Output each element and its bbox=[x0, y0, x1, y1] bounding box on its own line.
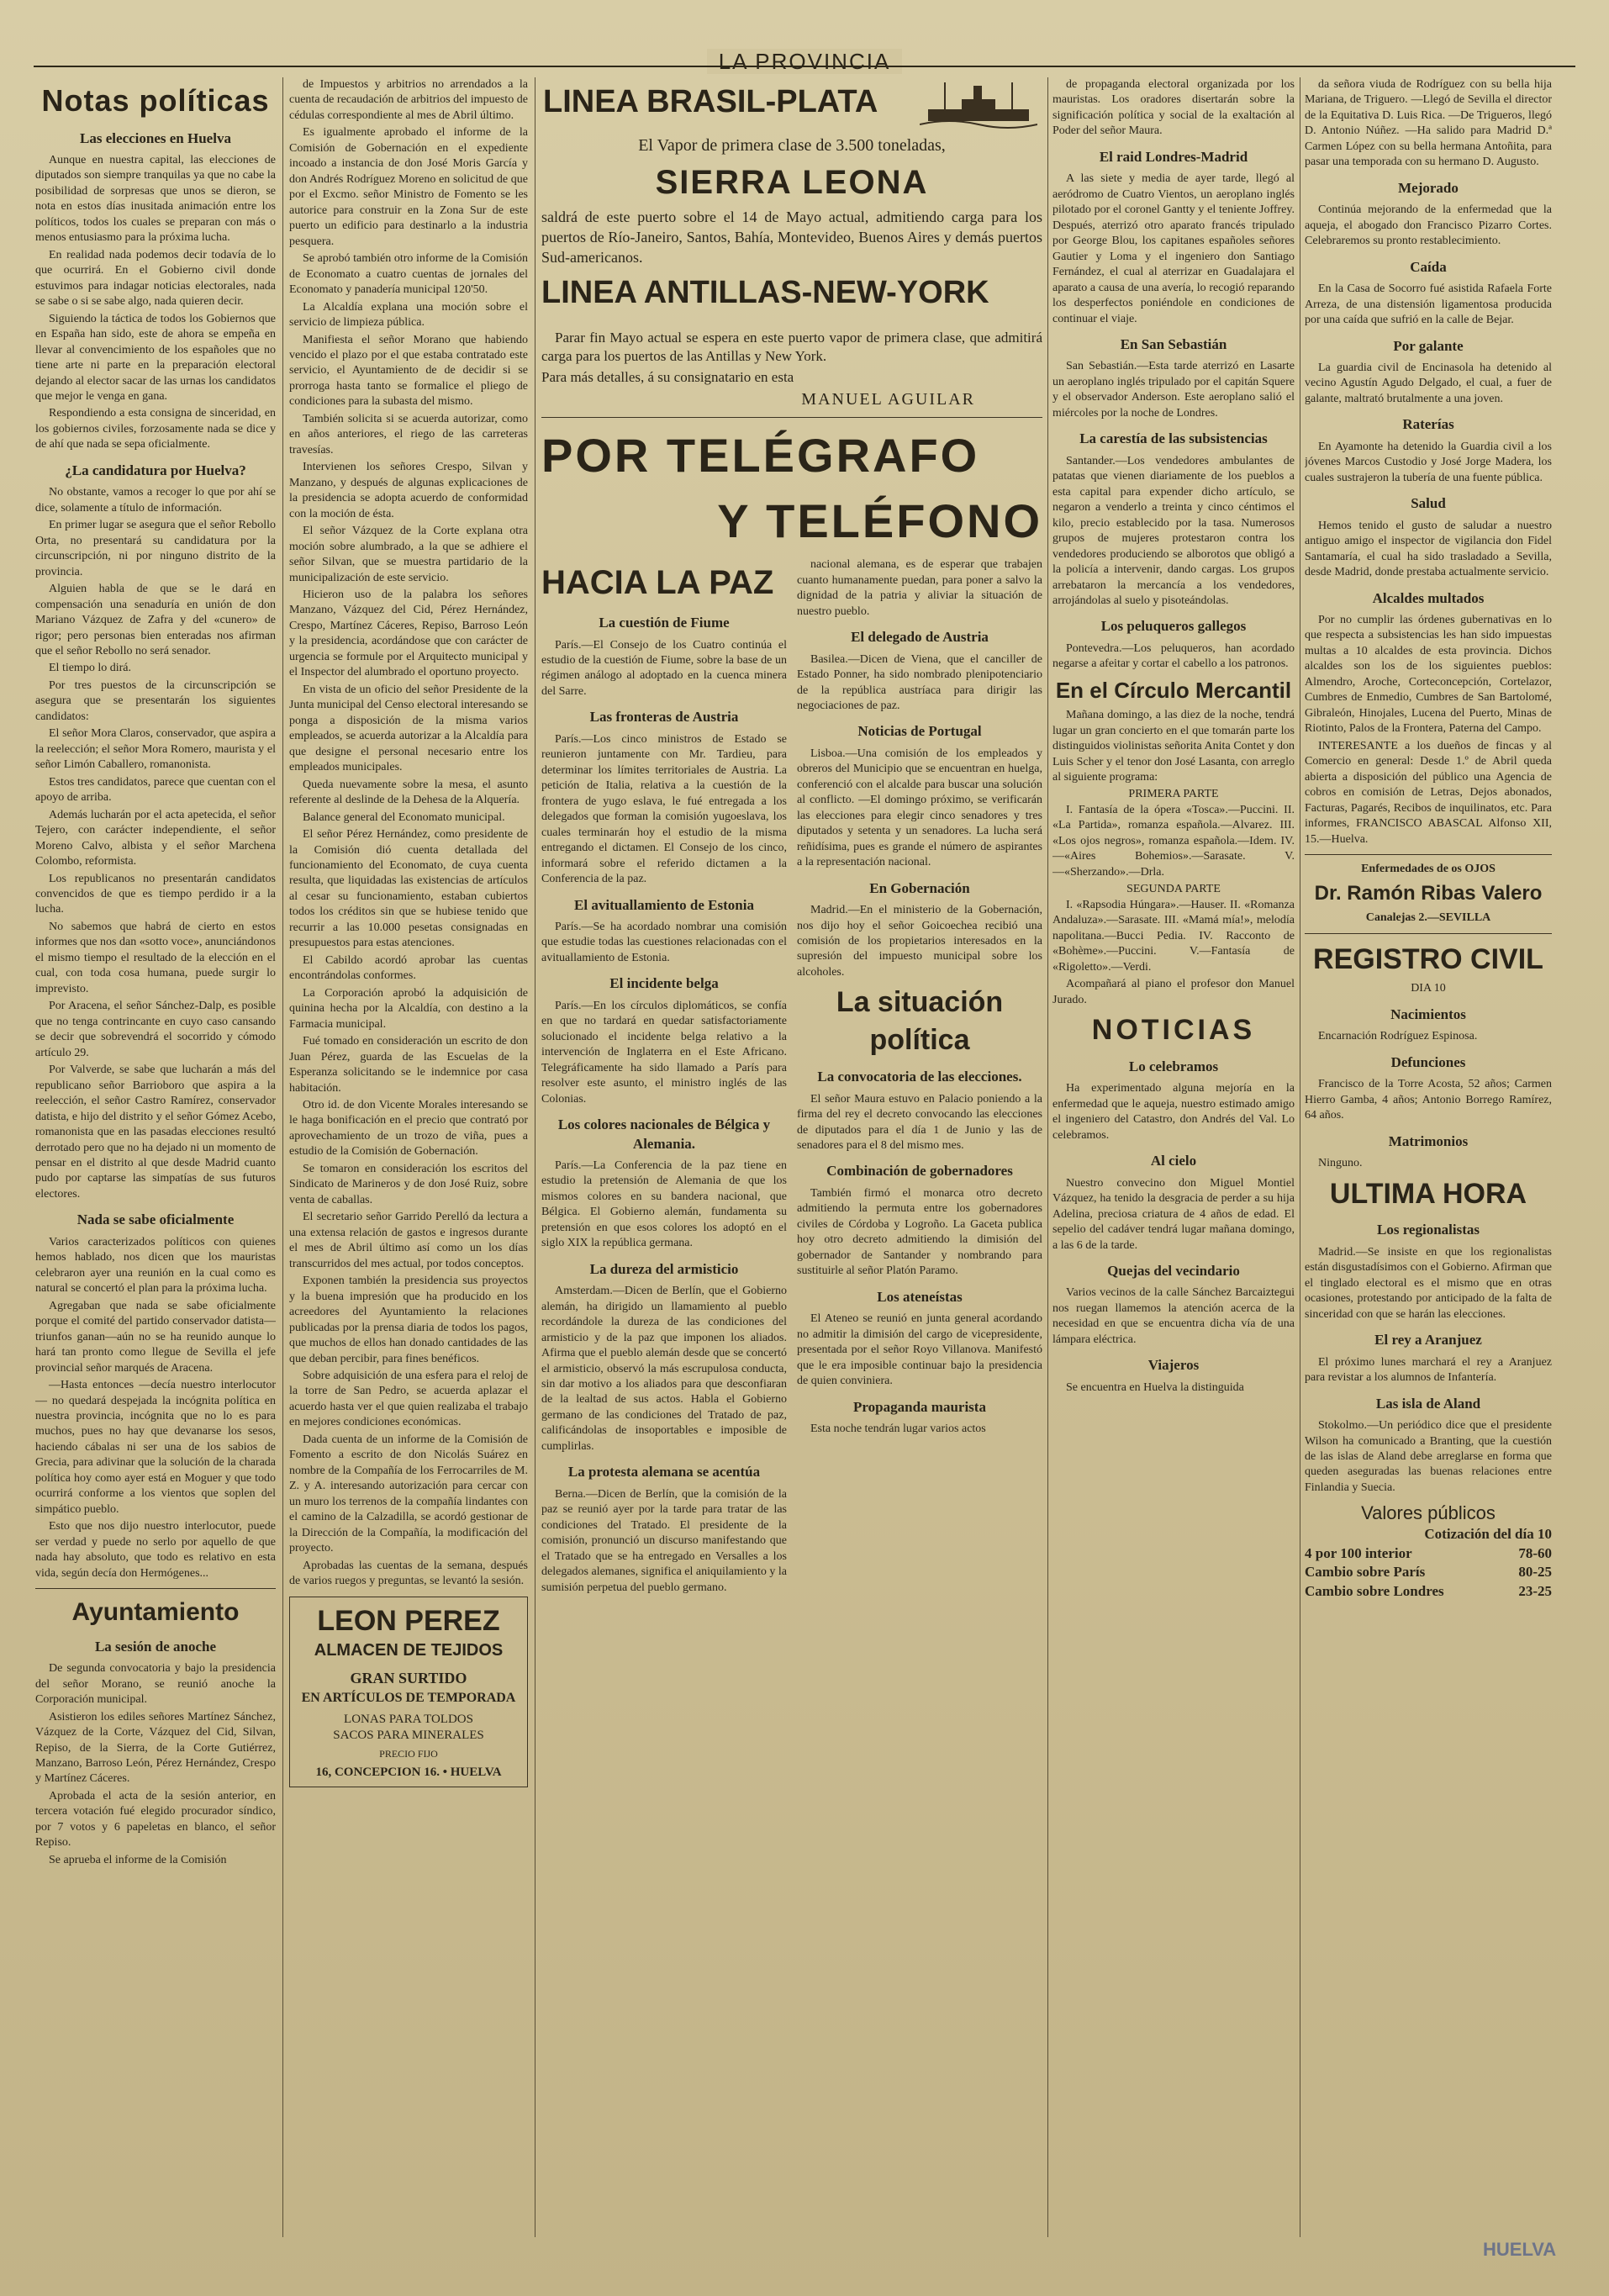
paragraph: En la Casa de Socorro fué asistida Rafaela Forte Arreza, de una distensión ligamentosa producida por una caída que sufrió en la calle de Bejar. bbox=[1305, 282, 1552, 327]
doctor-address: Canalejas 2.—SEVILLA bbox=[1365, 911, 1491, 925]
divider bbox=[1305, 933, 1552, 934]
ad-text: Parar fin Mayo actual se espera en este puerto vapor de primera clase, que admitirá carga para los puertos de las Antillas y New York. bbox=[541, 329, 1042, 365]
section-heading: Alcaldes multados bbox=[1372, 589, 1485, 606]
section-heading: Los regionalistas bbox=[1376, 1222, 1480, 1238]
paragraph: Esto que nos dijo nuestro interlocutor, puede ser verdad y puede no serlo por aquello de que nada hay absoluto, que todo es relativo en esta vida, según decía don Hermógenes... bbox=[35, 1520, 276, 1580]
divider bbox=[541, 417, 1042, 418]
paragraph: El Cabildo acordó aprobar las cuentas encontrándolas conformes. bbox=[289, 953, 528, 983]
paragraph: Aprobadas las cuentas de la semana, después de varios ruegos y preguntas, se levantó la sesión. bbox=[289, 1559, 528, 1588]
paragraph: El señor Maura estuvo en Palacio poniendo a la firma del rey el decreto convocando las elecciones de diputados para el día 1 de Junio y las de senadores para el 8 del mismo mes. bbox=[797, 1092, 1042, 1153]
section-heading: ¿La candidatura por Huelva? bbox=[65, 462, 246, 478]
quote-row bbox=[1305, 1563, 1552, 1581]
paragraph: I. Fantasía de la ópera «Tosca».—Puccini. II. «La Partida», romanza española.—Alvarez. III. «Los ojos negros», romanza española.—Idem. IV.—«Aires Bohemios».—Sarasate. V.—«Sherzando».—Drla. bbox=[1052, 803, 1295, 879]
news-column-left bbox=[541, 557, 787, 1597]
paragraph: Francisco de la Torre Acosta, 52 años; Carmen Hierro Gamba, 4 años; Antonio Borrego Ramírez, 64 años. bbox=[1305, 1078, 1552, 1122]
paragraph: Además lucharán por el acta apetecida, el señor Tejero, con carácter independiente, el señor Moreno Calvo, albista y el señor Marchena Colombo, reformista. bbox=[35, 808, 276, 868]
section-heading: El delegado de Austria bbox=[851, 629, 989, 646]
quote-value: 23-25 bbox=[1518, 1582, 1552, 1599]
cotizacion-label: Cotización del día 10 bbox=[1424, 1526, 1552, 1543]
paragraph: La guardia civil de Encinasola ha detenido al vecino Agustín Agudo Delgado, el cual, a fuer de galante, maltrató brutalmente a una joven. bbox=[1305, 361, 1552, 405]
quote-row bbox=[1305, 1544, 1552, 1563]
paragraph: Queda nuevamente sobre la mesa, el asunto referente al deslinde de la Dehesa de la Alquería. bbox=[289, 778, 528, 807]
paragraph: Madrid.—En el ministerio de la Gobernación, nos dijo hoy el señor Goicoechea recibió una comisión de los propietarios interesados en la supresión del impuesto municipal sobre los alcoholes. bbox=[797, 904, 1042, 979]
news-column-right bbox=[797, 557, 1042, 1597]
paragraph: Hemos tenido el gusto de saludar a nuestro antiguo amigo el inspector de vigilancia don Fidel Santamaría, el cual ha sido trasladado a Sevilla, desde Madrid, donde prestaba actualmente servicio. bbox=[1305, 519, 1552, 579]
paragraph: En primer lugar se asegura que el señor Rebollo Orta, no presentará su candidatura por la circunscripción, ni por ninguno distrito de la provincia. bbox=[35, 519, 276, 578]
column-5 bbox=[1052, 77, 1295, 2237]
quote-label: Cambio sobre Londres bbox=[1305, 1582, 1444, 1599]
paragraph: Esta noche tendrán lugar varios actos bbox=[810, 1422, 986, 1435]
section-heading: Salud bbox=[1411, 495, 1446, 512]
notas-politicas-title: Notas políticas bbox=[41, 83, 270, 118]
paragraph: Se tomaron en consideración los escritos del Sindicato de Marineros y de don José Ruiz, sobre venta de caballas. bbox=[289, 1162, 528, 1206]
paragraph: Se aprobó también otro informe de la Comisión de Economato a cuatro cuentas de jornales del Economato y panadería municipal 120'50. bbox=[289, 252, 528, 297]
paragraph: Aunque en nuestra capital, las elecciones de diputados son siempre tranquilas ya que no cabe la posibilidad de sorpresas que unos se dieron, se nota en estos días inusitada animación entre los políticos, todos los cuales se preparan con más o menos entusiasmo para la próxima lucha. bbox=[35, 153, 276, 245]
paragraph: También firmó el monarca otro decreto admitiendo la permuta entre los gobernadores civiles de Córdoba y Logroño. La Gaceta publica hoy otro decreto admitiendo la dimisión del gobernador de Santander y nombrando para sustituirle al señor Platón Paramo. bbox=[797, 1186, 1042, 1278]
section-heading: Mejorado bbox=[1398, 179, 1459, 196]
quote-row bbox=[1305, 1582, 1552, 1601]
ad-line: GRAN SURTIDO bbox=[350, 1669, 467, 1686]
section-heading: En Gobernación bbox=[869, 879, 970, 896]
steamship-icon bbox=[920, 77, 1037, 135]
section-heading: Los colores nacionales de Bélgica y Alemania. bbox=[557, 1116, 771, 1152]
paragraph: INTERESANTE a los dueños de fincas y al Comercio en general: Desde 1.º de Abril queda abierta a disposición del público una Agencia de cobros en comisión de Letras, Dejos abonados, Facturas, Pagarés, Recibos de inquilinatos, etc. Para informes, FRANCISCO ABASCAL Alfonso XII, 15.—Huelva. bbox=[1305, 739, 1552, 846]
valores-heading: Valores públicos bbox=[1361, 1502, 1496, 1524]
paragraph: No obstante, vamos a recoger lo que por ahí se dice, solamente a título de información. bbox=[35, 486, 276, 515]
paragraph: Alguien habla de que se le dará en compensación una senaduría en unión de don Mariano Vázquez de Zafra y del «cunero» de rigor; pero personas bien enteradas nos afirman que el señor Rebollo no será senador. bbox=[35, 583, 276, 657]
doctor-name: Dr. Ramón Ribas Valero bbox=[1314, 882, 1543, 905]
ship-name: SIERRA LEONA bbox=[655, 163, 929, 201]
program-part: PRIMERA PARTE bbox=[1128, 788, 1219, 801]
paragraph: Sobre adquisición de una esfera para el reloj de la torre de San Pedro, se acuerda aplazar el acuerdo hasta ver el que quien realizaba el trabajo en mejores condiciones económicas. bbox=[289, 1369, 528, 1429]
linea-antillas-title: LINEA ANTILLAS-NEW-YORK bbox=[541, 274, 989, 310]
column-1 bbox=[35, 77, 276, 2237]
section-heading: Defunciones bbox=[1390, 1053, 1466, 1070]
paragraph: de Impuestos y arbitrios no arrendados a la cuenta de recaudación de arbitrios del impuesto de cédulas correspondiente al mes de Abril último. bbox=[289, 78, 528, 122]
paragraph: Por Valverde, se sabe que lucharán a más del republicano señor Barrioboro que aspira a la reelección, el señor Castro Ramírez, conservador datista, e hijo del distrito y el señor Gómez Acebo, romanonista que en las pasadas elecciones resultó derrotado pero que no ha dejado ni un momento de pensar en el distrito al que desde Madrid cuanto pudo por captarse las simpatías de sus futuros electores. bbox=[35, 1064, 276, 1201]
section-heading: El incidente belga bbox=[609, 975, 719, 992]
paragraph: Mañana domingo, a las diez de la noche, tendrá lugar un gran concierto en el que tomarán parte los distinguidos violinistas señorita Anita Contet y don Luis Scher y el tenor don José Lasanta, con arreglo al siguiente programa: bbox=[1052, 709, 1295, 784]
paragraph: Se aprueba el informe de la Comisión bbox=[49, 1853, 227, 1866]
archive-stamp-icon bbox=[1483, 2239, 1575, 2281]
paragraph: El próximo lunes marchará el rey a Aranjuez para revistar a los alumnos de Infantería. bbox=[1305, 1355, 1552, 1385]
paragraph: Nuestro convecino don Miguel Montiel Vázquez, ha tenido la desgracia de perder a su hija Adelina, preciosa criatura de 4 años de edad. El sepelio del cadáver tendrá lugar mañana domingo, a las 6 de la tarde. bbox=[1052, 1176, 1295, 1252]
paragraph: París.—El Consejo de los Cuatro continúa el estudio de la cuestión de Fiume, sobre la base de un régimen análogo al adoptado en la cuenca minera del Sarre. bbox=[541, 638, 787, 698]
section-heading: Las fronteras de Austria bbox=[589, 709, 739, 726]
paragraph: No sabemos que habrá de cierto en estos informes que nos dan «sotto voce», anunciándonos el mismo tiempo el resultado de la elección en el cual, con toda cosa humana, puede surgir lo imprevisto. bbox=[35, 920, 276, 995]
paragraph: Otro id. de don Vicente Morales interesando se le haga bonificación en el precio que contrató por aprovechamiento de un trozo de viña, pues a estudio de la Comisión de Gobernación. bbox=[289, 1099, 528, 1159]
section-heading: Las isla de Aland bbox=[1375, 1395, 1481, 1412]
paragraph: Dada cuenta de un informe de la Comisión de Fomento a escrito de don Nicolás Suárez en nombre de la Compañía de los Ferrocarriles de M. Z. y A. interesando autorización para cercar con un muro los terrenos de la compañía lindantes con el camino de la Calzadilla, se acordó gestionar de la Dirección de la Compañía, la modificación del proyecto. bbox=[289, 1433, 528, 1555]
hacia-la-paz-headline: HACIA LA PAZ bbox=[541, 564, 774, 602]
paragraph: Respondiendo a esta consigna de sinceridad, en los gobiernos civiles, forzosamente nada se dice y de ahí que nada se sepa oficialmente. bbox=[35, 407, 276, 451]
paragraph: Asistieron los ediles señores Martínez Sánchez, Vázquez de la Corte, Vázquez del Cid, Silvan, Repiso, de la Sierra, de la Corte Gutiérrez, Manzano, Barroso León, Pérez Hernández, Crespo y Martínez Cáceres. bbox=[35, 1710, 276, 1786]
column-6 bbox=[1305, 77, 1552, 2237]
quote-value: 80-25 bbox=[1518, 1564, 1552, 1581]
ad-name: LEON PEREZ bbox=[317, 1604, 500, 1637]
section-heading: La cuestión de Fiume bbox=[599, 615, 730, 631]
paragraph: Balance general del Economato municipal. bbox=[303, 810, 505, 824]
paragraph: Varios caracterizados políticos con quienes hemos hablado, nos dicen que los mauristas celebraron ayer una reunión en la cual como es natural se concertó el plan para la próxima lucha. bbox=[35, 1235, 276, 1296]
paragraph: A las siete y media de ayer tarde, llegó al aeródromo de Cuatro Vientos, un aeroplano inglés pilotado por el coronel Gantty y el teniente Joffrey. Después, aterrizó otro aparato francés tripulado por George Blou, los capitanes españoles señores Gautier y Loma y el ingeniero don Santiago Fernández, el cual al aterrizar en Guadalajara el aparato a causa de una avería, lo recogió reparando los desperfectos poniéndole en condiciones de continuar el viaje. bbox=[1052, 172, 1295, 325]
section-heading: Nada se sabe oficialmente bbox=[76, 1211, 235, 1228]
paragraph: La Corporación aprobó la adquisición de quinina hecha por la Alcaldía, con destino a la Farmacia municipal. bbox=[289, 986, 528, 1031]
paragraph: También solicita si se acuerda autorizar, como en años anteriores, el riego de las carreteras travesías. bbox=[289, 412, 528, 457]
leon-perez-ad bbox=[289, 1597, 528, 1787]
paragraph: —Hasta entonces —decía nuestro interlocutor— no quedará despejada la incógnita política en nuestra provincia, incógnita que no lo es para muchos, pues no hay que devanarse los sesos, haciendo cábalas ni ser una de los sabios de Grecia, para adivinar que la solución de la charada política hoy como ayer está en Moguer y que todo ocurrirá conforme a los vientos que soplen del simpático pueblo. bbox=[35, 1379, 276, 1516]
paragraph: Ninguno. bbox=[1318, 1157, 1363, 1170]
section-heading: Al cielo bbox=[1150, 1153, 1197, 1169]
paragraph: En vista de un oficio del señor Presidente de la Junta municipal del Censo electoral interesando se ponga a disposición de la misma varios empleados, se acuerda autorizar a la Alcaldía para que designe el personal necesario entre los empleados municipales. bbox=[289, 683, 528, 774]
paragraph: El señor Mora Claros, conservador, que aspira a la reelección; el señor Mora Romero, maurista y el señor Limón Caballero, romanonista. bbox=[35, 727, 276, 772]
paragraph: Berna.—Dicen de Berlín, que la comisión de la paz se reunió ayer por la tarde para tratar de las condiciones del Tratado. El presidente de la comisión, pronunció un discurso manifestando que el Tratado que se ha entregado en Versalles a los delegados alemanes, significa el aniquilamiento y la sumisión perpetua del pueblo germano. bbox=[541, 1487, 787, 1594]
header-rule bbox=[34, 66, 1575, 67]
paragraph: Los republicanos no presentarán candidatos convencidos de que es tiempo perdido ir a la lucha. bbox=[35, 872, 276, 916]
linea-brasil-plata-title: LINEA BRASIL-PLATA bbox=[543, 84, 878, 119]
column-divider bbox=[282, 77, 283, 2237]
paragraph: Encarnación Rodríguez Espinosa. bbox=[1318, 1030, 1478, 1043]
ad-text: saldrá de este puerto sobre el 14 de Mayo actual, admitiendo carga para los puertos de Río-Janeiro, Santos, Bahía, Montevideo, Buenos Aires y demás puertos Sud-americanos. bbox=[541, 208, 1042, 266]
paragraph: Aprobada el acta de la sesión anterior, en tercera votación fué elegido procurador síndico, por 7 votos y 6 papeletas en blanco, el señor Repiso. bbox=[35, 1789, 276, 1850]
paragraph: Agregaban que nada se sabe oficialmente porque el comité del partido conservador datista—triunfos ganan—aún no se ha reunido aunque lo hará tan pronto como llegue de Sevilla el jefe provincial señor marqués de Aracena. bbox=[35, 1299, 276, 1375]
paragraph: París.—La Conferencia de la paz tiene en estudio la pretensión de Alemania de que los mismos colores en su bandera nacional, que Bélgica. El Gobierno alemán, fundamenta su pretensión en que esos colores los adoptó en el siglo XIX la república germana. bbox=[541, 1159, 787, 1250]
circulo-mercantil-headline: En el Círculo Mercantil bbox=[1055, 677, 1292, 703]
paragraph: Por no cumplir las órdenes gubernativas en lo que respecta a subsistencias les han sido impuestas multas a 10 alcaldes de esta provincia. Dichos alcaldes son los de los siguientes pueblos: Almendro, Aroche, Corteconcepción, Cortelazor, Cumbres de Enmedio, Cumbres de San Bartolomé, Gibraleón, Hinojales, Lucena del Puerto, Minas de Riotinto, Palos de la Frontera, Paterna del Campo. bbox=[1305, 613, 1552, 736]
section-heading: Noticias de Portugal bbox=[857, 723, 982, 740]
section-heading: La convocatoria de las elecciones. bbox=[817, 1069, 1022, 1085]
paragraph: nacional alemana, es de esperar que trabajen cuanto humanamente puedan, para poner a salvo la dignidad de la patria y aliviar la situación de nuestro pueblo. bbox=[797, 558, 1042, 618]
section-heading: Viajeros bbox=[1147, 1357, 1200, 1374]
program-part: SEGUNDA PARTE bbox=[1126, 883, 1221, 896]
section-heading: La dureza del armisticio bbox=[589, 1260, 739, 1277]
section-heading: El rey a Aranjuez bbox=[1374, 1332, 1482, 1349]
situacion-politica-headline: La situación política bbox=[836, 986, 1004, 1057]
paragraph: da señora viuda de Rodríguez con su bella hija Mariana, de Triguero. —Llegó de Sevilla el director de la Equitativa D. Luis Rica. —De Trigueros, llegó D. Antonio Núñez. —Ha salido para Madrid D.ª Carmen López con su bella hermana Antoñita, para pasar una temporada con su hermano D. Augusto. bbox=[1305, 78, 1552, 169]
section-heading: Quejas del vecindario bbox=[1107, 1263, 1240, 1279]
section-heading: Propaganda maurista bbox=[853, 1398, 986, 1415]
section-heading: Nacimientos bbox=[1390, 1005, 1466, 1022]
paragraph: Lisboa.—Una comisión de los empleados y obreros del Municipio que se encuentran en huelga, conferenció con el alcalde para buscar una solución al conflicto. —El domingo próximo, se verificarán las elecciones para elegir cinco senadores y tres diputados y setenta y un senadores. La lucha será reñidísima, pues es grande el número de aspirantes a la representación nacional. bbox=[797, 747, 1042, 869]
telegrafo-headline: POR TELÉGRAFO bbox=[541, 429, 980, 483]
paragraph: Stokolmo.—Un periódico dice que el presidente Wilson ha comunicado a Branting, que la cuestión de las islas de Aland debe arreglarse en forma que queden aseguradas las buenas relaciones entre Finlandia y Suecia. bbox=[1305, 1419, 1552, 1494]
paragraph: Se encuentra en Huelva la distinguida bbox=[1066, 1380, 1244, 1394]
paragraph: Continúa mejorando de la enfermedad que la aqueja, el abogado don Francisco Pizarro Cortes. Celebraremos su pronto restablecimiento. bbox=[1305, 203, 1552, 248]
registro-civil-headline: REGISTRO CIVIL bbox=[1313, 942, 1543, 975]
section-heading: Los ateneístas bbox=[877, 1288, 963, 1305]
quote-value: 78-60 bbox=[1518, 1544, 1552, 1561]
section-heading: Por galante bbox=[1393, 337, 1464, 354]
paragraph: Intervienen los señores Crespo, Silvan y Manzano, y después de algunas explicaciones de la presidencia se adopta acuerdo de conformidad con la moción de ésta. bbox=[289, 461, 528, 520]
paragraph: Santander.—Los vendedores ambulantes de patatas que vienen diariamente de los pueblos a esta capital para expender dicho artículo, se negaron a venderlo a treinta y cinco céntimos el kilo, precio establecido por la tasa. Numerosos grupos de mujeres protestaron contra los vendedores produciendo se alborotos que obligó a la policía a intervenir, dando cargas. Los grupos arrebataron la mercancía a los vendedores, arrojándolas al suelo y pisoteándolas. bbox=[1052, 454, 1295, 607]
paragraph: Madrid.—Se insiste en que los regionalistas están disgustadísimos con el Gobierno. Afirman que el tinglado electoral es el mismo que en otras ocasiones, protestando por anticipado de la falta de sinceridad con que se harán las elecciones. bbox=[1305, 1245, 1552, 1321]
section-heading: Caída bbox=[1410, 258, 1447, 275]
paragraph: En Ayamonte ha detenido la Guardia civil a los jóvenes Marcos Custodio y José Jorge Madera, los cuales sustrajeron la tubería de una fuente pública. bbox=[1305, 440, 1552, 484]
column-2 bbox=[289, 77, 528, 2237]
quote-label: 4 por 100 interior bbox=[1305, 1544, 1412, 1561]
section-heading: El avituallamiento de Estonia bbox=[574, 896, 754, 913]
paragraph: De segunda convocatoria y bajo la presidencia del señor Morano, se reunió anoche la Corporación municipal. bbox=[35, 1662, 276, 1707]
paragraph: Por Aracena, el señor Sánchez-Dalp, es posible que no tenga contrincante en cuyo caso cansando se decir que sobrevendrá el socorrido y cómodo artículo 29. bbox=[35, 1000, 276, 1059]
paragraph: El Ateneo se reunió en junta general acordando no admitir la dimisión del cargo de vicepresidente, presentada por el señor Royo Villanova. Manifestó que le era imposible continuar bajo la presidencia de quien conviniera. bbox=[797, 1312, 1042, 1388]
paragraph: Siguiendo la táctica de todos los Gobiernos que en España han sido, este de ahora se empeña en llevar al convencimiento de los españoles que no tiene arte ni parte en la preparación electoral dejando al elector sacar de las urnas los candidatos que mejor le venga en gana. bbox=[35, 312, 276, 403]
paragraph: El señor Pérez Hernández, como presidente de la Comisión dió cuenta detallada del funcionamiento del Economato, de cuya cuenta resulta, que liquidadas las existencias de artículos al cesar su funcionamiento, estaban cubiertos todos los créditos sin que se hubiese tenido que recurrir a las 10.000 pesetas consignadas en presupuestos para estas atenciones. bbox=[289, 828, 528, 950]
paragraph: Ha experimentado alguna mejoría en la enfermedad que le aqueja, nuestro estimado amigo el ingeniero del Catastro, don Andrés del Val. Lo celebramos. bbox=[1052, 1082, 1295, 1142]
section-heading: El raid Londres-Madrid bbox=[1099, 148, 1248, 165]
paragraph: El secretario señor Garrido Perelló da lectura a una extensa relación de gastos e ingresos durante el mes de Abril último así como un los días transcurridos del mes actual, por todos conceptos. bbox=[289, 1211, 528, 1270]
news-columns bbox=[541, 557, 1042, 1597]
paragraph: París.—Se ha acordado nombrar una comisión que estudie todas las cuestiones relacionadas con el avituallamiento de Estonia. bbox=[541, 920, 787, 964]
ad-line: SACOS PARA MINERALES bbox=[333, 1729, 484, 1743]
section-heading: Las elecciones en Huelva bbox=[80, 129, 231, 146]
ad-line: ALMACEN DE TEJIDOS bbox=[314, 1641, 504, 1660]
paragraph: La Alcaldía explana una moción sobre el servicio de limpieza pública. bbox=[289, 300, 528, 330]
paragraph: Basilea.—Dicen de Viena, que el canciller de Estado Ponner, ha sido nombrado plenipotenciario de la república austríaca para dirigir las negociaciones de paz. bbox=[797, 652, 1042, 712]
paragraph: Amsterdam.—Dicen de Berlín, que el Gobierno alemán, ha dirigido un llamamiento al pueblo recordándole la dureza de las condiciones del armisticio y de la paz que imponen los aliados. Afirma que el pueblo alemán desde que se concertó el armisticio, observó la más escrupulosa conducta, sin dar motivo a los aliados para que desconfiaran de la lealtad de sus actos. Habla el Gobierno germano de las condiciones del Tratado de paz, calificándolas de insoportables e imposible de cumplirlas. bbox=[541, 1285, 787, 1453]
paragraph: Acompañará al piano el profesor don Manuel Jurado. bbox=[1052, 978, 1295, 1006]
ad-signature: MANUEL AGUILAR bbox=[801, 390, 975, 409]
shipping-and-telegraph-area bbox=[541, 77, 1042, 2237]
section-heading: Combinación de gobernadores bbox=[826, 1163, 1013, 1180]
paragraph: Manifiesta el señor Morano que habiendo vencido el plazo por el que estaba contratado este servicio, el Ayuntamiento de de decidir si se prorroga hasta tanto se formalice el pliego de condiciones para la subasta del mismo. bbox=[289, 333, 528, 409]
ad-address: 16, CONCEPCION 16. • HUELVA bbox=[315, 1766, 502, 1780]
section-heading: Matrimonios bbox=[1388, 1132, 1469, 1149]
section-heading: La sesión de anoche bbox=[94, 1638, 217, 1655]
section-heading: Lo celebramos bbox=[1128, 1058, 1219, 1074]
page-title: LA PROVINCIA bbox=[707, 49, 903, 74]
ad-line: PRECIO FIJO bbox=[379, 1748, 438, 1760]
paragraph: I. «Rapsodia Húngara».—Hauser. II. «Romanza Andaluza».—Sarasate. III. «Mamá mía!», melodía napolitana.—Bucci Pedia. IV. Racconto de «Bohème».—Puccini. V.—Fantasía de «Rigoletto».—Verdi. bbox=[1052, 898, 1295, 974]
ad-text: El Vapor de primera clase de 3.500 toneladas, bbox=[638, 136, 946, 156]
ultima-hora-headline: ULTIMA HORA bbox=[1329, 1177, 1527, 1210]
doctor-ad-line: Enfermedades de os OJOS bbox=[1361, 862, 1496, 875]
paragraph: Es igualmente aprobado el informe de la Comisión de Gobernación en el expediente incoado a instancia de don José Moris García y don Andrés Rodríguez Moreno en solicitud de que por el Excmo. señor Ministro de Fomento se les autorice para construir en la Zona Sur de este puerto un edificio para destinarlo a la industria pesquera. bbox=[289, 126, 528, 248]
masthead bbox=[0, 49, 1609, 75]
paragraph: Exponen también la presidencia sus proyectos y la buena impresión que ha producido en los acreedores del Ayuntamiento la relaciones publicadas por la prensa diaria de todos los pagos, que muchos de ellos han donado cantidades de las que deban percibir, para fines benéficos. bbox=[289, 1275, 528, 1365]
paragraph: En realidad nada podemos decir todavía de lo que ocurrirá. En el Gobierno civil donde estuvimos para indagar noticias electorales, nada se sabe o si se sabe algo, nada quieren decir. bbox=[35, 248, 276, 309]
section-heading: La protesta alemana se acentúa bbox=[567, 1464, 761, 1481]
paragraph: El señor Vázquez de la Corte explana otra moción sobre alumbrado, a la que se adhiere el señor Silvan, que se muestra partidario de la municipalización de este servicio. bbox=[289, 525, 528, 584]
paragraph: Fué tomado en consideración un escrito de don Juan Pérez, guarda de las Escuelas de la Esperanza solicitando se le indemnice por casa habitación. bbox=[289, 1035, 528, 1095]
date-label: DIA 10 bbox=[1411, 982, 1446, 995]
stamp-text: HUELVA bbox=[1483, 2239, 1557, 2260]
ad-line: EN ARTÍCULOS DE TEMPORADA bbox=[301, 1690, 516, 1705]
paragraph: París.—Los cinco ministros de Estado se reunieron juntamente con Mr. Tardieu, para determinar los límites territoriales de Austria. La petición de Italia, relativa a la cuestión de la frontera de yugo eslava, le fué entregada a los delegados que forman la comisión yugoeslava, los cuales terminarán hoy el estudio de la misma entregando el dictamen. El Consejo de los cinco, informará sobre el referido dictamen a la Conferencia de la paz. bbox=[541, 732, 787, 886]
section-heading: Raterías bbox=[1402, 416, 1454, 433]
quote-label: Cambio sobre París bbox=[1305, 1564, 1426, 1581]
paragraph: Varios vecinos de la calle Sánchez Barcaiztegui nos ruegan llamemos la atención acerca de la necesidad en que se encuentra dicha vía de una lámpara eléctrica. bbox=[1052, 1286, 1295, 1346]
paragraph: de propaganda electoral organizada por los mauristas. Los oradores disertarán sobre la significación política y social de la exaltación al Poder del señor Maura. bbox=[1052, 78, 1295, 138]
paragraph: El tiempo lo dirá. bbox=[49, 662, 131, 675]
section-heading: La carestía de las subsistencias bbox=[1079, 430, 1268, 447]
paragraph: París.—En los círculos diplomáticos, se confía en que no tardará en quedar satisfactoriamente solucionado el incidente belga relativo a la intervención de Inglaterra en el Este Africano. Telegráficamente ha sido llamado a París para resolver este asunto, el ministro inglés de las Colonias. bbox=[541, 999, 787, 1106]
paragraph: Hicieron uso de la palabra los señores Manzano, Vázquez del Cid, Pérez Hernández, Crespo, Martínez Cáceres, Repiso, Barroso León y la presidencia, acordándose que con carácter de urgencia se formule por el Arquitecto municipal y el Inspector del alumbrado el oportuno proyecto. bbox=[289, 589, 528, 679]
paragraph: Por tres puestos de la circunscripción se asegura que se presentarán los siguientes candidatos: bbox=[35, 678, 276, 723]
divider bbox=[35, 1588, 276, 1589]
paragraph: San Sebastián.—Esta tarde aterrizó en Lasarte un aeroplano inglés tripulado por el capitán Squere y el observador Anderson. Este aeroplano salió el miércoles por la noche de Londres. bbox=[1052, 360, 1295, 420]
ad-text: Para más detalles, á su consignatario en esta bbox=[541, 368, 794, 385]
paragraph: Estos tres candidatos, parece que cuentan con el apoyo de arriba. bbox=[35, 775, 276, 805]
divider bbox=[1305, 854, 1552, 855]
paragraph: Pontevedra.—Los peluqueros, han acordado negarse a afeitar y cortar el cabello a los patronos. bbox=[1052, 641, 1295, 671]
section-heading: Los peluqueros gallegos bbox=[1100, 618, 1247, 635]
ayuntamiento-title: Ayuntamiento bbox=[71, 1598, 240, 1627]
telefono-headline: Y TELÉFONO bbox=[717, 494, 1042, 548]
column-divider bbox=[1047, 77, 1048, 2237]
noticias-headline: NOTICIAS bbox=[1091, 1014, 1256, 1047]
section-heading: En San Sebastián bbox=[1120, 336, 1227, 352]
ad-line: LONAS PARA TOLDOS bbox=[344, 1712, 473, 1726]
